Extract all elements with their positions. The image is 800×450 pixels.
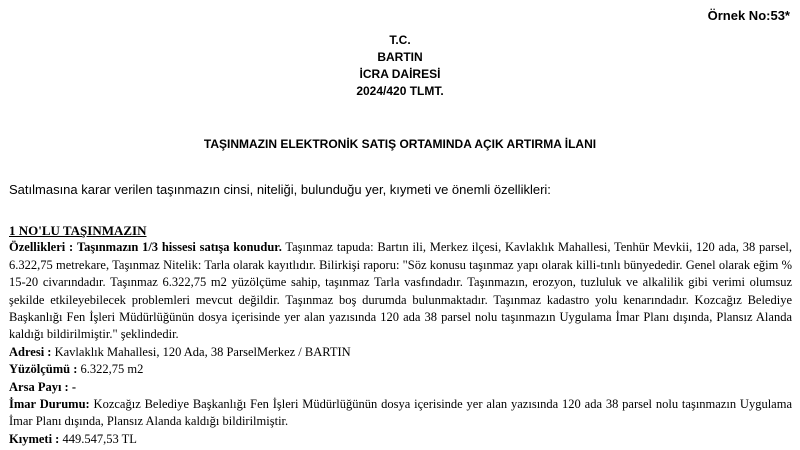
header-city: BARTIN — [377, 50, 423, 64]
area-label: Yüzölçümü : — [9, 362, 78, 377]
share-label: Arsa Payı : — [9, 379, 69, 394]
office-header — [0, 32, 800, 100]
zoning-line — [9, 396, 792, 431]
area-line — [9, 361, 792, 378]
share-line — [9, 379, 792, 396]
features-bold-note: Taşınmazın 1/3 hissesi satışa konudur. — [76, 240, 282, 255]
features-label: Özellikleri : — [9, 240, 74, 255]
area-value: 6.322,75 m2 — [80, 362, 144, 377]
zoning-value: Kozcağız Belediye Başkanlığı Fen İşleri Müdürlüğünün dosya içerisinde yer alan yazısında 120 ada 38 parsel nolu taşınmazın Uygulama İmar Planı dışında, Plansız Alanda kaldığı bildirilmiştir. — [9, 397, 792, 429]
address-label: Adresi : — [9, 344, 52, 359]
value-label: Kıymeti : — [9, 431, 60, 446]
address-line — [9, 344, 792, 361]
zoning-label: İmar Durumu: — [9, 397, 90, 412]
notice-title: TAŞINMAZIN ELEKTRONİK SATIŞ ORTAMINDA AÇIK ARTIRMA İLANI — [203, 137, 597, 151]
value-line — [9, 431, 792, 448]
intro-text: Satılmasına karar verilen taşınmazın cinsi, niteliği, bulunduğu yer, kıymeti ve önemli özellikleri: — [9, 182, 551, 197]
share-value: - — [71, 379, 77, 394]
property-heading: 1 NO'LU TAŞINMAZIN — [9, 223, 147, 238]
header-office: İCRA DAİRESİ — [359, 67, 441, 81]
property-section — [9, 222, 792, 448]
address-value: Kavlaklık Mahallesi, 120 Ada, 38 ParselMerkez / BARTIN — [54, 344, 351, 359]
features-paragraph — [9, 239, 792, 343]
form-number: Örnek No:53* — [707, 8, 790, 23]
header-country: T.C. — [389, 33, 411, 47]
features-text: Taşınmaz tapuda: Bartın ili, Merkez ilçesi, Kavlaklık Mahallesi, Tenhür Mevkii, 120 ada, 38 parsel, 6.322,75 metrekare, Taşınmaz Nitelik: Tarla olarak kayıtlıdır. Bilirkişi raporu: "Söz konusu taşınmaz yapı olarak killi-tınlı bünyededir. Genel olarak eğim % 15-20 civarındadır. Taşınmaz 6.322,75 m2 yüzölçüme sahip, taşınmaz Tarla vasfındadır. Taşınmazın, erozyon, tuzluluk ve alkalilik gibi verimi olumsuz şekilde etkileyebilecek problemleri mevcut değildir. Taşınmaz boş durumda bulunmaktadır. Taşınmaz kadastro yolu kenarındadır. Kozcağız Belediye Başkanlığı Fen İşleri Müdürlüğünün dosya içerisinde yer alan yazısında 120 ada 38 parsel nolu taşınmazın Uygulama İmar Planı dışında, Plansız Alanda kaldığı bildirilmiştir." şeklindedir. — [9, 240, 793, 342]
header-file-number: 2024/420 TLMT. — [356, 84, 444, 98]
value-amount: 449.547,53 TL — [62, 431, 137, 446]
